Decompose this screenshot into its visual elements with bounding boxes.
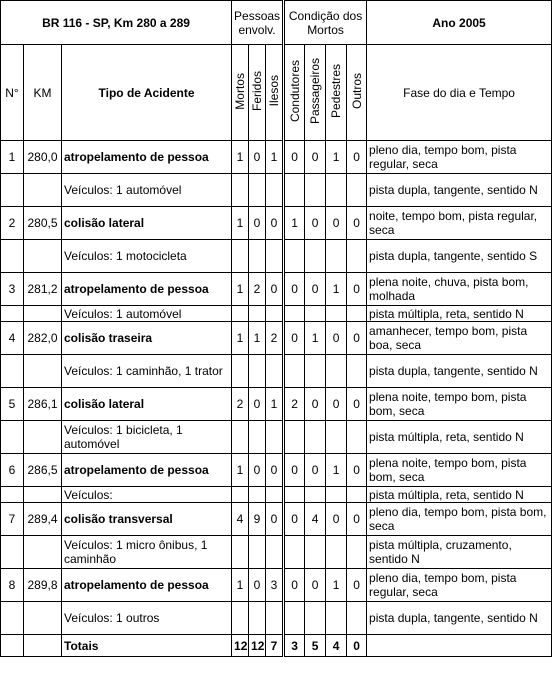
row-via: pista dupla, tangente, sentido N: [367, 355, 552, 388]
row-mortos: 2: [232, 388, 249, 421]
row-empty: [249, 602, 266, 635]
row-empty: [249, 487, 266, 503]
row-tipo: atropelamento de pessoa: [62, 454, 232, 487]
row-empty: [24, 602, 62, 635]
row-passageiros: 4: [305, 503, 326, 536]
row-condutores: 0: [284, 454, 305, 487]
col-ilesos-header: Ilesos: [266, 45, 284, 141]
row-number: 1: [1, 141, 24, 174]
row-tipo: colisão lateral: [62, 207, 232, 240]
total-condutores: 3: [284, 635, 305, 657]
row-empty: [326, 355, 347, 388]
row-pedestres: 0: [326, 322, 347, 355]
row-fase: pleno dia, tempo bom, pista regular, seca: [367, 569, 552, 602]
row-mortos: 1: [232, 454, 249, 487]
row-empty: [24, 635, 62, 657]
row-empty: [266, 487, 284, 503]
row-empty: [24, 487, 62, 503]
row-tipo: colisão transversal: [62, 503, 232, 536]
col-km-header: KM: [24, 45, 62, 141]
row-km: 289,8: [24, 569, 62, 602]
row-empty: [1, 174, 24, 207]
pessoas-group-header: Pessoas envolv.: [232, 1, 284, 45]
row-empty: [284, 421, 305, 454]
row-empty: [326, 174, 347, 207]
row-outros: 0: [347, 207, 367, 240]
row-passageiros: 1: [305, 322, 326, 355]
row-condutores: 0: [284, 569, 305, 602]
row-empty: [305, 536, 326, 569]
row-empty: [284, 536, 305, 569]
row-empty: [266, 240, 284, 273]
row-empty: [266, 421, 284, 454]
row-empty: [232, 355, 249, 388]
row-mortos: 4: [232, 503, 249, 536]
row-km: 282,0: [24, 322, 62, 355]
row-condutores: 1: [284, 207, 305, 240]
table-row: [1, 207, 552, 240]
row-outros: 0: [347, 454, 367, 487]
row-passageiros: 0: [305, 454, 326, 487]
row-empty: [284, 174, 305, 207]
row-empty: [266, 306, 284, 322]
row-empty: [232, 487, 249, 503]
table-row: [1, 454, 552, 487]
row-condutores: 2: [284, 388, 305, 421]
row-empty: [249, 536, 266, 569]
row-number: 2: [1, 207, 24, 240]
row-veiculos: Veículos: 1 bicicleta, 1 automóvel: [62, 421, 232, 454]
row-empty: [232, 536, 249, 569]
row-via: pista múltipla, reta, sentido N: [367, 306, 552, 322]
row-mortos: 1: [232, 569, 249, 602]
row-empty: [266, 355, 284, 388]
row-empty: [305, 487, 326, 503]
row-empty: [284, 306, 305, 322]
row-empty: [266, 174, 284, 207]
totals-row: [1, 635, 552, 657]
total-outros: 0: [347, 635, 367, 657]
table-row: [1, 569, 552, 602]
row-empty: [1, 306, 24, 322]
row-fase: pleno dia, tempo bom, pista bom, seca: [367, 503, 552, 536]
row-tipo: atropelamento de pessoa: [62, 273, 232, 306]
row-via: pista múltipla, cruzamento, sentido N: [367, 536, 552, 569]
row-empty: [347, 487, 367, 503]
row-empty: [326, 421, 347, 454]
row-outros: 0: [347, 273, 367, 306]
row-empty: [24, 421, 62, 454]
col-condutores-header: Condutores: [284, 45, 305, 141]
row-empty: [305, 240, 326, 273]
row-passageiros: 0: [305, 273, 326, 306]
row-mortos: 1: [232, 207, 249, 240]
row-feridos: 9: [249, 503, 266, 536]
col-mortos-header: Mortos: [232, 45, 249, 141]
condicao-group-header: Condição dos Mortos: [284, 1, 367, 45]
row-via: pista múltipla, reta, sentido N: [367, 487, 552, 503]
row-empty: [24, 355, 62, 388]
row-km: 281,2: [24, 273, 62, 306]
row-empty: [347, 174, 367, 207]
row-empty: [266, 536, 284, 569]
table-row-detail: [1, 421, 552, 454]
row-empty: [347, 240, 367, 273]
row-empty: [347, 602, 367, 635]
row-km: 280,5: [24, 207, 62, 240]
row-pedestres: 1: [326, 569, 347, 602]
total-passageiros: 5: [305, 635, 326, 657]
row-condutores: 0: [284, 273, 305, 306]
total-pedestres: 4: [326, 635, 347, 657]
row-empty: [232, 306, 249, 322]
row-tipo: atropelamento de pessoa: [62, 141, 232, 174]
total-ilesos: 7: [266, 635, 284, 657]
table-row: [1, 322, 552, 355]
table-row-detail: [1, 602, 552, 635]
row-empty: [367, 635, 552, 657]
row-km: 280,0: [24, 141, 62, 174]
row-ilesos: 3: [266, 569, 284, 602]
row-veiculos: Veículos:: [62, 487, 232, 503]
row-empty: [305, 355, 326, 388]
row-empty: [1, 487, 24, 503]
row-feridos: 2: [249, 273, 266, 306]
row-pedestres: 0: [326, 503, 347, 536]
row-km: 286,1: [24, 388, 62, 421]
row-feridos: 0: [249, 569, 266, 602]
row-ilesos: 1: [266, 388, 284, 421]
year-header: Ano 2005: [367, 1, 552, 45]
row-outros: 0: [347, 388, 367, 421]
row-empty: [1, 421, 24, 454]
totals-label: Totais: [62, 635, 232, 657]
row-empty: [305, 306, 326, 322]
table-row-detail: [1, 174, 552, 207]
row-veiculos: Veículos: 1 automóvel: [62, 174, 232, 207]
row-empty: [232, 421, 249, 454]
row-empty: [249, 421, 266, 454]
row-condutores: 0: [284, 503, 305, 536]
row-pedestres: 1: [326, 273, 347, 306]
row-ilesos: 0: [266, 207, 284, 240]
row-empty: [1, 635, 24, 657]
row-pedestres: 0: [326, 388, 347, 421]
table-row: [1, 388, 552, 421]
row-empty: [347, 421, 367, 454]
row-fase: pleno dia, tempo bom, pista regular, seca: [367, 141, 552, 174]
row-feridos: 0: [249, 454, 266, 487]
table-row: [1, 141, 552, 174]
col-num-header: N°: [1, 45, 24, 141]
row-number: 5: [1, 388, 24, 421]
row-number: 4: [1, 322, 24, 355]
row-empty: [284, 355, 305, 388]
row-empty: [232, 602, 249, 635]
row-fase: noite, tempo bom, pista regular, seca: [367, 207, 552, 240]
table-row-detail: [1, 240, 552, 273]
row-veiculos: Veículos: 1 micro ônibus, 1 caminhão: [62, 536, 232, 569]
row-empty: [284, 602, 305, 635]
row-empty: [326, 602, 347, 635]
row-veiculos: Veículos: 1 caminhão, 1 trator: [62, 355, 232, 388]
table-row-detail: [1, 306, 552, 322]
row-fase: plena noite, tempo bom, pista bom, seca: [367, 454, 552, 487]
col-feridos-header: Feridos: [249, 45, 266, 141]
row-fase: plena noite, chuva, pista bom, molhada: [367, 273, 552, 306]
row-mortos: 1: [232, 273, 249, 306]
row-empty: [249, 306, 266, 322]
row-feridos: 0: [249, 141, 266, 174]
row-empty: [1, 536, 24, 569]
row-veiculos: Veículos: 1 automóvel: [62, 306, 232, 322]
col-pedestres-header: Pedestres: [326, 45, 347, 141]
row-number: 6: [1, 454, 24, 487]
row-passageiros: 0: [305, 207, 326, 240]
row-mortos: 1: [232, 322, 249, 355]
row-empty: [347, 355, 367, 388]
table-row: [1, 503, 552, 536]
col-fase-header: Fase do dia e Tempo: [367, 45, 552, 141]
row-empty: [305, 174, 326, 207]
table-row-detail: [1, 536, 552, 569]
col-passageiros-header: Passageiros: [305, 45, 326, 141]
row-empty: [305, 602, 326, 635]
row-outros: 0: [347, 141, 367, 174]
row-passageiros: 0: [305, 388, 326, 421]
row-fase: plena noite, tempo bom, pista bom, seca: [367, 388, 552, 421]
row-empty: [249, 174, 266, 207]
row-empty: [24, 174, 62, 207]
row-ilesos: 0: [266, 503, 284, 536]
table-row-detail: [1, 487, 552, 503]
row-empty: [347, 306, 367, 322]
row-via: pista dupla, tangente, sentido S: [367, 240, 552, 273]
row-empty: [249, 355, 266, 388]
row-empty: [284, 487, 305, 503]
row-empty: [326, 536, 347, 569]
row-empty: [284, 240, 305, 273]
row-feridos: 0: [249, 207, 266, 240]
row-empty: [249, 240, 266, 273]
row-via: pista múltipla, reta, sentido N: [367, 421, 552, 454]
row-empty: [347, 536, 367, 569]
row-empty: [1, 602, 24, 635]
col-outros-header: Outros: [347, 45, 367, 141]
row-empty: [24, 240, 62, 273]
row-tipo: atropelamento de pessoa: [62, 569, 232, 602]
row-via: pista dupla, tangente, sentido N: [367, 602, 552, 635]
row-ilesos: 2: [266, 322, 284, 355]
row-number: 3: [1, 273, 24, 306]
total-feridos: 12: [249, 635, 266, 657]
row-empty: [24, 536, 62, 569]
row-ilesos: 1: [266, 141, 284, 174]
row-number: 8: [1, 569, 24, 602]
total-mortos: 12: [232, 635, 249, 657]
row-feridos: 0: [249, 388, 266, 421]
row-condutores: 0: [284, 141, 305, 174]
table-row: [1, 273, 552, 306]
row-empty: [232, 174, 249, 207]
row-pedestres: 0: [326, 207, 347, 240]
row-empty: [305, 421, 326, 454]
row-tipo: colisão traseira: [62, 322, 232, 355]
table-row-detail: [1, 355, 552, 388]
row-empty: [24, 306, 62, 322]
row-via: pista dupla, tangente, sentido N: [367, 174, 552, 207]
row-tipo: colisão lateral: [62, 388, 232, 421]
row-condutores: 0: [284, 322, 305, 355]
row-empty: [232, 240, 249, 273]
row-km: 289,4: [24, 503, 62, 536]
table-title: BR 116 - SP, Km 280 a 289: [1, 1, 232, 45]
row-pedestres: 1: [326, 141, 347, 174]
row-passageiros: 0: [305, 141, 326, 174]
col-tipo-header: Tipo de Acidente: [62, 45, 232, 141]
row-empty: [326, 306, 347, 322]
row-km: 286,5: [24, 454, 62, 487]
row-ilesos: 0: [266, 454, 284, 487]
row-outros: 0: [347, 569, 367, 602]
row-empty: [1, 240, 24, 273]
row-empty: [326, 487, 347, 503]
row-empty: [326, 240, 347, 273]
row-fase: amanhecer, tempo bom, pista boa, seca: [367, 322, 552, 355]
row-outros: 0: [347, 503, 367, 536]
row-mortos: 1: [232, 141, 249, 174]
row-pedestres: 1: [326, 454, 347, 487]
row-passageiros: 0: [305, 569, 326, 602]
row-ilesos: 0: [266, 273, 284, 306]
row-outros: 0: [347, 322, 367, 355]
row-feridos: 1: [249, 322, 266, 355]
row-empty: [1, 355, 24, 388]
row-veiculos: Veículos: 1 outros: [62, 602, 232, 635]
row-number: 7: [1, 503, 24, 536]
row-veiculos: Veículos: 1 motocicleta: [62, 240, 232, 273]
row-empty: [266, 602, 284, 635]
